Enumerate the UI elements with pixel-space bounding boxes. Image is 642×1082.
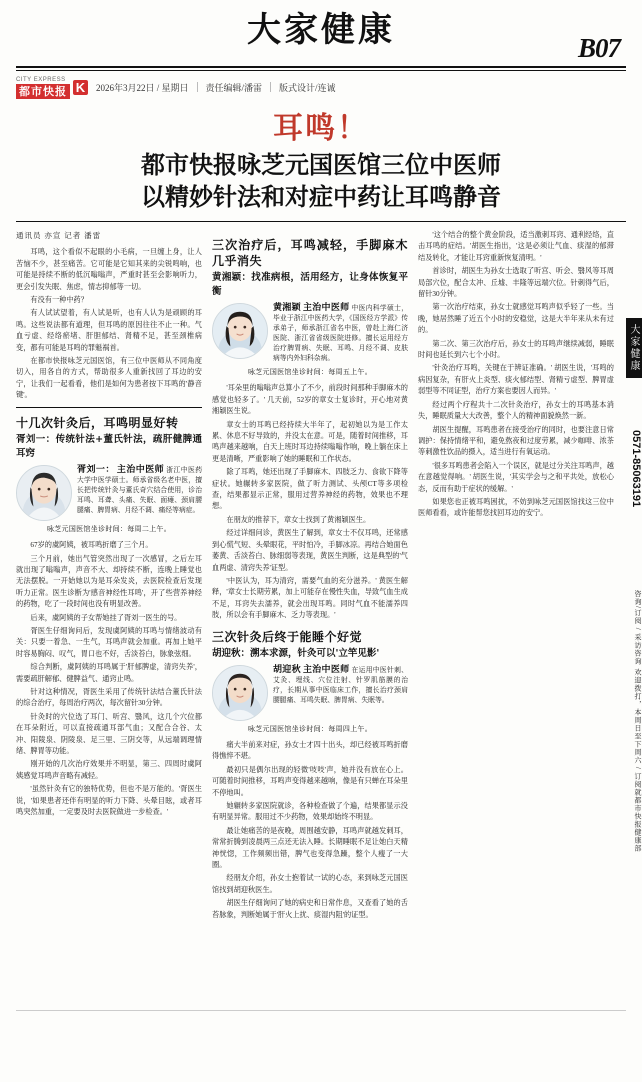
doctor-card	[212, 665, 408, 735]
body-paragraph: '很多耳鸣患者会陷入一个误区，就是过分关注耳鸣声，越在意越觉得响。' 胡医生说，'其实学会与之和平共处，放松心态，反而有助于症状的缓解。'	[418, 461, 614, 493]
section-subhead-secondary: 胥刘一：传统针法+董氏针法，疏肝健脾通耳窍	[16, 433, 202, 459]
doctor-info	[77, 465, 202, 521]
body-paragraph: 在朋友的推荐下，章女士找到了黄湘颖医生。	[226, 515, 371, 524]
column-1	[16, 230, 202, 1082]
logo-chinese: 都市快报	[16, 84, 70, 99]
body-paragraph: 67岁的虞阿姨，被耳鸣折磨了三个月。	[30, 541, 153, 550]
body-paragraph: 如果您也正被耳鸣困扰，不妨到咏芝元国医馆找这三位中医师看看，或许能帮您找回耳边的安宁。	[418, 497, 614, 518]
doctor-card	[212, 303, 408, 378]
doctor-info	[273, 303, 408, 364]
headline-line-1: 都市快报咏芝元国医馆三位中医师	[141, 150, 501, 179]
lead-paragraph: 有人试试望着，有人试是听，也有人认为是顽顾的耳鸣。这些说法都有道理，但耳鸣的原因往往不止一种。气血亏虚、经络瘀堵、肝胆郁结、肾精不足，甚至颈椎病变，都有可能是耳鸣的罪魁祸首。	[16, 309, 202, 352]
section-subhead: 三次针灸后终于能睡个好觉	[212, 629, 363, 644]
body-paragraph: 针对这种情况，胥医生采用了传统针法结合董氏针法的综合治疗，每周治疗两次，每次留针30分钟。	[16, 687, 202, 708]
column-3	[418, 230, 614, 1082]
column-2	[212, 230, 408, 1082]
body-paragraph: 后来，虞阿姨的子女帮她挂了胥刘一医生的号。	[30, 613, 182, 622]
section-tab: 大家健康	[626, 318, 642, 378]
page-number: B07	[577, 33, 620, 63]
masthead-title: 大家健康	[247, 10, 395, 50]
body-paragraph: 痛大半前来对症，孙女士才四十出头，却已经被耳鸣折磨得憔悴不堪。	[212, 740, 408, 761]
body-paragraph: '耳朵里的嗡嗡声总算小了不少，前段时间那种手脚麻木的感觉也轻多了。' 几天前，52岁的章女士复诊时，开心地对黄湘颖医生说。	[212, 384, 408, 416]
masthead-bar	[16, 71, 626, 101]
doctor-title: 主治中医师	[302, 664, 350, 675]
doctor-schedule: 咏芝元国医馆坐诊时间：每周二上午。	[46, 524, 172, 533]
doctor-avatar	[212, 303, 268, 359]
body-paragraph: 经过两个疗程共十二次针灸治疗，孙女士的耳鸣基本消失，睡眠质量大大改善，整个人的精神面貌焕然一新。	[418, 400, 614, 421]
headline-line-2: 以精妙针法和对症中药让耳鸣静音	[141, 182, 501, 211]
doctor-name: 胡迎秋	[273, 664, 301, 675]
body-paragraph: 她辗转多家医院就诊，各种检查做了个遍，结果都显示没有明显异常。服用过不少药物，效果却始终不明显。	[212, 801, 408, 822]
doctor-avatar	[212, 665, 268, 721]
doctor-schedule: 咏芝元国医馆坐诊时间：每周五上午。	[247, 368, 373, 376]
section-subhead-secondary: 黄湘颖：找准病根，活用经方，让身体恢复平衡	[212, 272, 408, 297]
doctor-info	[273, 665, 408, 721]
body-paragraph: 最初只是偶尔出现的轻微'吱吱'声，她并没有放在心上。可随着时间推移，耳鸣声变得越来越响，像是有只蝉在耳朵里不停地叫。	[212, 765, 408, 797]
article-columns	[16, 222, 626, 1082]
divider	[197, 82, 198, 92]
body-paragraph: 胡医生提醒，耳鸣患者在接受治疗的同时，也要注意日常调护：保持情绪平和，避免熬夜和过度劳累，减少咖啡、浓茶等刺激性饮品的摄入，适当进行有氧运动。	[418, 425, 614, 457]
editor-credit: 责任编辑/潘雷	[205, 82, 263, 93]
headline-block	[16, 101, 626, 222]
body-paragraph: 综合判断，虞阿姨的耳鸣属于'肝郁脾虚，清窍失养'，需要疏肝解郁、健脾益气、通窍止鸣。	[16, 663, 202, 683]
byline: 通讯员 亦宣 记者 潘雷	[16, 231, 102, 240]
doctor-name: 胥刘一：	[77, 464, 115, 475]
doctor-title: 主治中医师	[302, 303, 350, 313]
doctor-bio: 浙江中医药大学中医学硕士。师承省级名老中医，擅长把传统针灸与董氏奇穴结合使用，诊治耳鸣、耳聋、头痛、失眠、面瘫、颈肩腰腿痛、脾胃病、月经不调、痛经等病症。	[77, 466, 202, 514]
headline-kicker: 耳鸣！	[273, 111, 369, 146]
body-paragraph: 除了耳鸣，她还出现了手脚麻木、四肢乏力、食欲下降等症状。她辗转多家医院，做了听力测试、头颅CT等多项检查，结果都显示正常，服用过营养神经的药物，效果也不理想。	[212, 468, 408, 511]
divider	[270, 82, 271, 92]
lead-paragraph: 耳鸣，这个看似不起眼的小毛病，一旦缠上身，让人苦恼不少，甚至痛苦。它可能是它知其来的尖锐鸣响，也可能是持续不断的低沉嗡嗡声，严重时甚至会影响听力，更会引发失眠、焦虑，情志抑郁等一切。	[16, 248, 202, 291]
body-paragraph: 经朋友介绍，孙女士抱着试一试的心态，来到咏芝元国医馆找到胡迎秋医生。	[212, 874, 408, 894]
doctor-title: 主治中医师	[116, 464, 165, 475]
publish-date: 2026年3月22日 / 星期日	[96, 82, 189, 93]
body-paragraph: 最让她痛苦的是夜晚，周围越安静，耳鸣声就越发刺耳，常常折腾到凌晨两三点还无法入睡。长期睡眠不足让她白天精神恍惚，工作频频出错，脾气也变得急躁，整个人瘦了一大圈。	[212, 826, 408, 869]
doctor-schedule: 咏芝元国医馆坐诊时间：每周四上午。	[247, 724, 373, 733]
logo-english: CITY EXPRESS	[16, 76, 66, 83]
doctor-name: 黄湘颖	[273, 303, 301, 313]
publication-logo	[16, 76, 88, 99]
body-paragraph: '针灸治疗耳鸣，关键在于辨证准确。' 胡医生说，'耳鸣的病因复杂，有肝火上炎型、痰火郁结型、肾精亏虚型、脾胃虚弱型等不同证型，治疗方案也要因人而异。'	[418, 364, 614, 396]
doctor-bio: 在运用中医针刺、艾灸、埋线、穴位注射、针罗肌筋膜的治疗，长期从事中医临床工作，擅长治疗颈肩腰腿痛、耳鸣失眠、脾胃病、失眠等。	[273, 666, 408, 704]
masthead	[16, 0, 626, 62]
section-subhead: 三次治疗后，耳鸣减轻，手脚麻木几乎消失	[212, 238, 408, 268]
body-paragraph: '虽然针灸有它的独特优势，但也不是万能的。'胥医生说，'如果患者还伴有明显的听力下降、头晕目眩，或者耳鸣突然加重，一定要及时去医院做进一步检查。'	[16, 785, 202, 817]
body-paragraph: '中医认为，耳为清窍，需要气血的充分滋养。' 黄医生解释，'章女士长期劳累，加上可能存在慢性失血，导致气血生成不足，耳窍失去濡养，就会出现耳鸣。同时气血不能濡养四肢，所以会有手脚麻木、乏力等表现。'	[212, 576, 408, 620]
body-paragraph: 刚开始的几次治疗效果并不明显，第三、四周时虞阿姨感觉耳鸣声音略有减轻。	[16, 760, 202, 780]
section-subhead-secondary: 胡迎秋：溯本求源，针灸可以'立竿见影'	[212, 647, 380, 659]
body-paragraph: 针灸时的穴位选了耳门、听宫、翳风，这几个穴位都在耳朵附近，可以直接疏通耳部气血；又配合合谷、太冲、阳陵泉、阴陵泉、足三里、三阴交等，从远端调理情绪、脾胃等功能。	[16, 712, 202, 755]
logo-mark-icon: K	[73, 80, 88, 95]
doctor-avatar	[16, 465, 72, 521]
contact-phone: 0571-85063191	[630, 430, 642, 508]
doctor-card	[16, 465, 202, 535]
body-paragraph: 章女士的耳鸣已经持续大半年了，起初她以为是工作太累、休息不好导致的，并没太在意。可是，随着时间推移，耳鸣声越来越响，白天上班时耳边持续嗡嗡作响，晚上躺在床上更是清晰，严重影响了她的睡眠和工作状态。	[212, 420, 408, 463]
designer-credit: 版式设计/连诚	[279, 82, 336, 93]
section-subhead: 十几次针灸后，耳鸣明显好转	[16, 415, 179, 430]
footer-rule	[16, 1010, 626, 1020]
body-paragraph: 第一次治疗结束，孙女士就感觉耳鸣声似乎轻了一些。当晚，她居然睡了近五个小时的安稳觉，这是大半年来从未有过的。	[418, 303, 614, 335]
masthead-rule	[16, 66, 626, 68]
body-paragraph: 经过详细问诊，黄医生了解到，章女士不仅耳鸣，还常感到心慌气短、头晕眼花，平时怕冷，手脚冰凉。再结合她面色萎黄、舌淡苔白、脉细弱等表现，黄医生判断，这是典型的'气血两虚、清窍失养'证型。	[212, 529, 408, 572]
lead-paragraph: 在都市快报咏芝元国医馆，有三位中医师从不同角度切入，用各自的方式，帮助很多人重新找回了耳边的安宁，让我们一起看看，他们是如何为患者按下耳鸣的'静音键'。	[16, 357, 202, 400]
body-paragraph: '这个结合的整个黄金阶段，适当激刺耳窍、通利经络，直击耳鸣的症结。'胡医生指出，'这是必须让气血、痰湿的郁滞结及转化，才能让耳窍重新恢复清明。'	[418, 231, 614, 262]
doctor-bio: 中医内科学硕士，毕业于浙江中医药大学，《国医经方学派》传承弟子，师承浙江省名中医，曾赴上海仁济医院、浙江省省级医院进修。擅长运用经方治疗脾胃病、失眠、耳鸣、月经不调、皮肤病等内外妇科杂病。	[273, 305, 408, 362]
body-paragraph: 胥医生仔细询问后，发现虞阿姨的耳鸣与情绪波动有关：只要一着急、一生气，耳鸣声就会加重。再加上她平时容易胸闷、叹气，胃口也不好，舌淡苔白，脉象弦细。	[16, 626, 202, 658]
contact-info: 咨询/订阅 / 采访咨询 欢迎拨打，本周日至下周六 / 订阅就都市快报健康部	[634, 590, 642, 853]
body-paragraph: 胡医生仔细询问了她的病史和日常作息，又查看了她的舌苔脉象，判断她属于'肝火上扰、痰湿内阻'的证型。	[212, 899, 408, 919]
body-paragraph: 三个月前，她出气管突然出现了一次感冒，之后左耳就出现了嗡嗡声，声音不大、却持续不断，连晚上睡觉也无法摆脱。一开始她以为是耳朵发炎，去医院检查后发现听力正常。医生诊断为'感音神经性耳鸣'，开了些营养神经的药物，吃了一段时间也没有明显改善。	[16, 554, 202, 609]
section-rule	[16, 407, 202, 408]
body-paragraph: 第二次、第三次治疗后，孙女士的耳鸣声继续减弱，睡眠时间也延长到六七个小时。	[418, 339, 614, 360]
lead-paragraph: 有没有一种中药？	[30, 296, 88, 305]
body-paragraph: 首诊时，胡医生为孙女士选取了听宫、听会、翳风等耳周局部穴位，配合太冲、丘墟、丰隆等远端穴位。针刺得气后，留针30分钟。	[418, 267, 614, 299]
